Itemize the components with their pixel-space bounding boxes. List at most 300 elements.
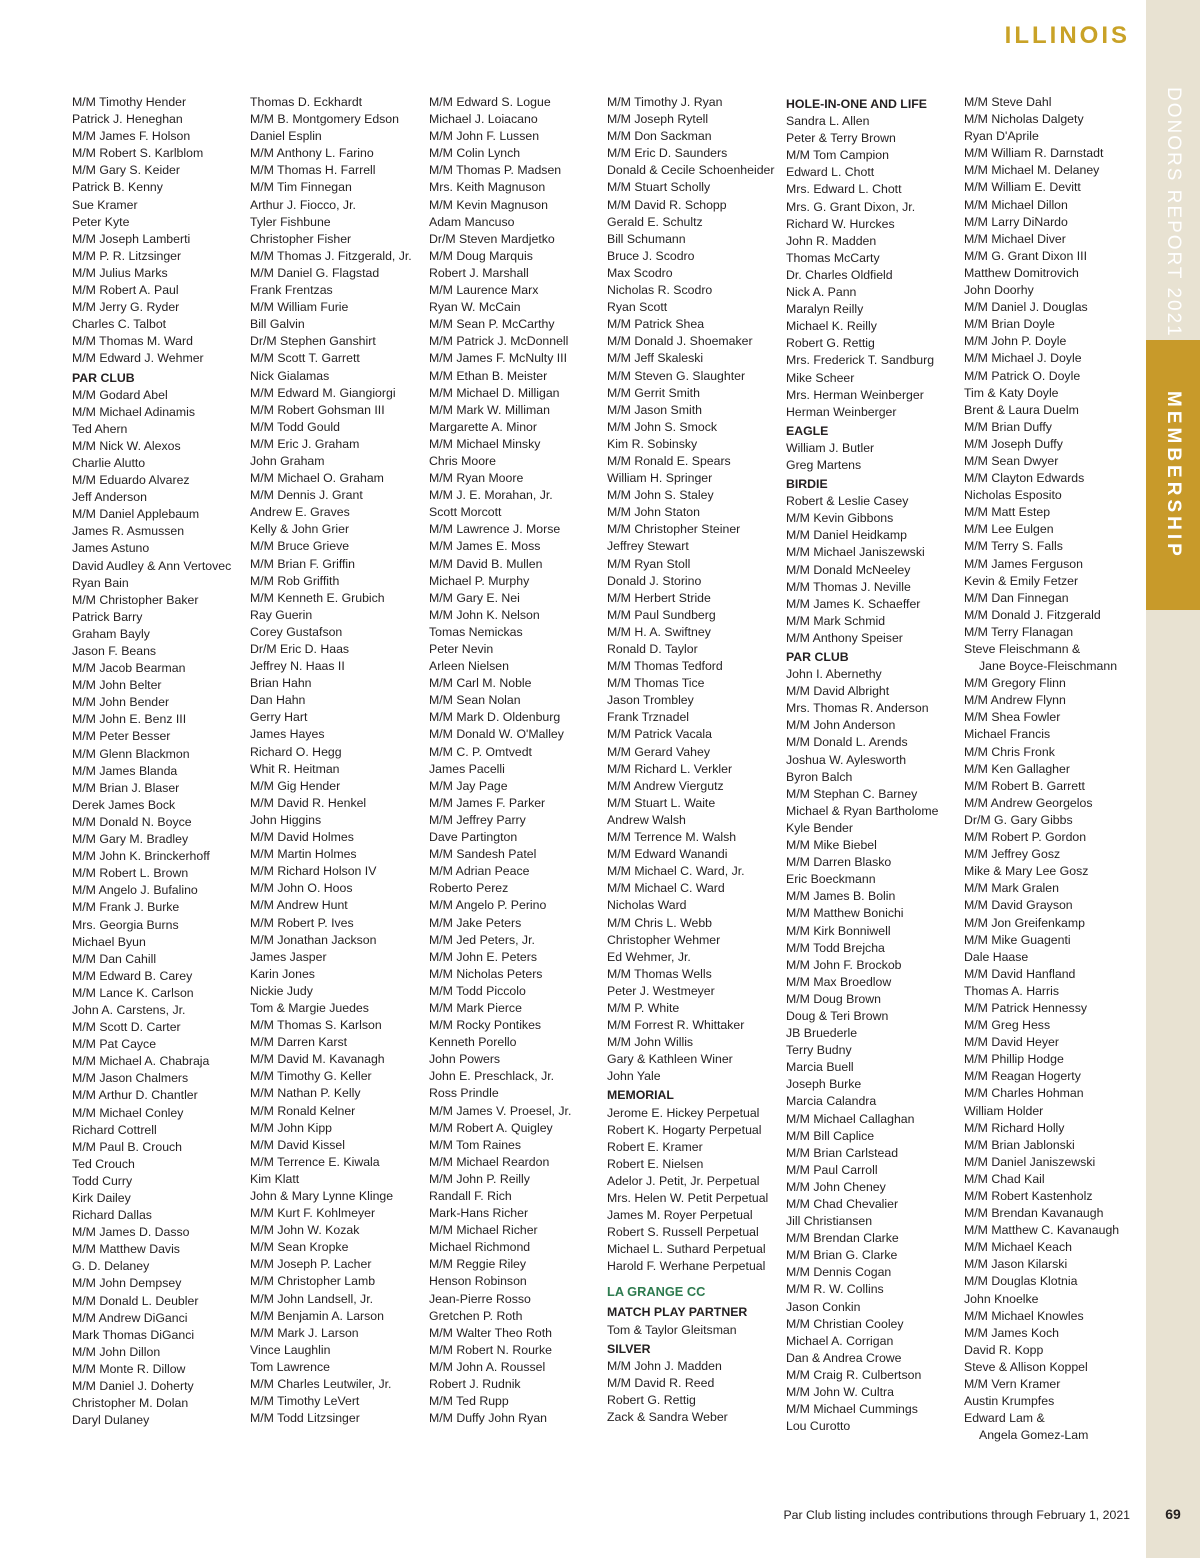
donor-name: M/M Monte R. Dillow xyxy=(72,1361,186,1376)
donor-name: Graham Bayly xyxy=(72,626,150,641)
donor-name: Austin Krumpfes xyxy=(964,1394,1055,1409)
donor-name: James Astuno xyxy=(72,541,150,556)
donor-name: M/M John Cheney xyxy=(786,1179,886,1194)
donor-name: M/M Nicholas Peters xyxy=(429,966,543,981)
donor-name: M/M Joseph Lamberti xyxy=(72,231,191,246)
donor-name: M/M James K. Schaeffer xyxy=(786,596,921,611)
donor-name: M/M Glenn Blackmon xyxy=(72,746,190,761)
donor-name: M/M P. R. Litzsinger xyxy=(72,248,182,263)
section-tab-membership xyxy=(1146,340,1200,610)
donor-name: M/M Timothy J. Ryan xyxy=(607,95,723,109)
donor-column-3 xyxy=(429,94,611,1427)
donor-name: M/M Mark D. Oldenburg xyxy=(429,710,561,725)
state-heading: ILLINOIS xyxy=(1004,22,1130,49)
donor-name: Scott Morcott xyxy=(429,505,502,520)
donor-name: Kirk Dailey xyxy=(72,1191,131,1205)
donor-name: M/M Robert P. Ives xyxy=(250,915,354,930)
donor-name: M/M Daniel J. Doherty xyxy=(72,1379,194,1394)
donor-name: M/M Don Sackman xyxy=(607,129,712,144)
donor-name: M/M Herbert Stride xyxy=(607,590,711,605)
donor-name: Gretchen P. Roth xyxy=(429,1308,523,1323)
donor-name: M/M Greg Hess xyxy=(964,1018,1051,1033)
donor-name: M/M Matthew Bonichi xyxy=(786,906,904,921)
donor-name: Matthew Domitrovich xyxy=(964,265,1079,280)
donor-name: M/M Darren Blasko xyxy=(786,855,892,870)
donor-name: M/M Nicholas Dalgety xyxy=(964,112,1084,127)
donor-name: M/M Michael C. Ward, Jr. xyxy=(607,864,745,879)
donor-name: M/M Eric J. Graham xyxy=(250,436,360,451)
donor-name: Jeff Anderson xyxy=(72,490,147,505)
donor-name: M/M Michael Callaghan xyxy=(786,1111,915,1126)
donor-name: Terry Budny xyxy=(786,1043,852,1058)
donor-name: William H. Springer xyxy=(607,471,713,486)
donor-name: M/M Julius Marks xyxy=(72,265,168,280)
donor-name: Steve & Allison Koppel xyxy=(964,1359,1088,1374)
donor-name: M/M Patrick Hennessy xyxy=(964,1000,1087,1015)
donor-name: M/M Timothy LeVert xyxy=(250,1394,360,1409)
donor-name: Chris Moore xyxy=(429,453,496,468)
donor-name: M/M Rob Griffith xyxy=(250,573,340,588)
donor-name: M/M Doug Marquis xyxy=(429,248,533,263)
donor-name: Richard Cottrell xyxy=(72,1122,157,1137)
donor-name: Peter J. Westmeyer xyxy=(607,983,715,998)
donor-name: JB Bruederle xyxy=(786,1026,858,1041)
donor-name: M/M James E. Moss xyxy=(429,539,541,554)
club-heading: LA GRANGE CC xyxy=(607,1284,706,1300)
donor-name: M/M Gary M. Bradley xyxy=(72,832,189,847)
donor-name: M/M Michael C. Ward xyxy=(607,881,725,896)
donor-name: M/M Gregory Flinn xyxy=(964,676,1066,691)
donor-name: M/M Donald L. Arends xyxy=(786,735,908,750)
donor-name: M/M Brian Carlstead xyxy=(786,1145,899,1160)
donor-name: M/M Doug Brown xyxy=(786,991,881,1006)
donor-name: Brian Hahn xyxy=(250,676,312,691)
donor-name: M/M Kirk Bonniwell xyxy=(786,923,891,938)
donor-name: Kim Klatt xyxy=(250,1171,300,1186)
donor-name: M/M John F. Lussen xyxy=(429,129,540,144)
donor-name: William J. Butler xyxy=(786,440,875,455)
donor-name: Dr/M Eric D. Haas xyxy=(250,642,350,656)
donor-name: M/M Donald L. Deubler xyxy=(72,1293,199,1308)
donor-name: M/M Donald W. O'Malley xyxy=(429,727,564,742)
donor-name: M/M Chad Chevalier xyxy=(786,1197,899,1211)
donor-name: G. D. Delaney xyxy=(72,1259,150,1274)
donor-name: Doug & Teri Brown xyxy=(786,1008,889,1023)
donor-name: M/M Nathan P. Kelly xyxy=(250,1086,361,1101)
donor-name: Ray Guerin xyxy=(250,607,313,622)
donor-name: Whit R. Heitman xyxy=(250,761,340,776)
donor-name: M/M John O. Hoos xyxy=(250,881,353,896)
donor-name: M/M Patrick O. Doyle xyxy=(964,368,1081,383)
donor-name: M/M Thomas Wells xyxy=(607,966,712,981)
donor-name: M/M William Furie xyxy=(250,300,349,315)
donor-name: M/M Kevin Magnuson xyxy=(429,197,548,212)
donor-name: Peter & Terry Brown xyxy=(786,131,896,146)
donor-name: Michael Byun xyxy=(72,934,146,949)
donor-name: John I. Abernethy xyxy=(786,667,882,682)
donor-name: M/M Sean Kropke xyxy=(250,1240,349,1255)
donor-name: Sandra L. Allen xyxy=(786,114,870,129)
donor-name: M/M J. E. Morahan, Jr. xyxy=(429,488,553,503)
donor-name: John Higgins xyxy=(250,812,322,827)
donor-name: Henson Robinson xyxy=(429,1274,527,1289)
donor-name: Todd Curry xyxy=(72,1173,133,1188)
donor-name: Daryl Dulaney xyxy=(72,1413,150,1428)
donor-name: Gary & Kathleen Winer xyxy=(607,1052,733,1067)
donor-name: Robert G. Rettig xyxy=(786,336,875,351)
donor-name: M/M William R. Darnstadt xyxy=(964,146,1104,161)
donor-name: M/M Daniel Janiszewski xyxy=(964,1154,1096,1169)
donor-name: M/M Pat Cayce xyxy=(72,1037,157,1052)
donor-name: M/M Mark Schmid xyxy=(786,613,886,628)
donor-name: M/M Anthony Speiser xyxy=(786,630,903,645)
donor-name: M/M David M. Kavanagh xyxy=(250,1052,385,1067)
donor-name: M/M Chris L. Webb xyxy=(607,915,713,930)
page-number: 69 xyxy=(1165,1506,1181,1522)
donor-name: M/M David R. Reed xyxy=(607,1375,715,1390)
donor-name: M/M Edward J. Wehmer xyxy=(72,351,204,366)
donor-name: Gerry Hart xyxy=(250,710,308,725)
donor-name: M/M Tom Raines xyxy=(429,1137,522,1152)
donor-name: M/M Matthew Davis xyxy=(72,1242,180,1257)
donor-name: M/M Steven G. Slaughter xyxy=(607,368,746,383)
donor-name: M/M Daniel G. Flagstad xyxy=(250,265,380,280)
donor-name: Steve Fleischmann & xyxy=(964,642,1081,656)
donor-name: M/M Sean Dwyer xyxy=(964,453,1059,468)
donor-name: M/M Thomas S. Karlson xyxy=(250,1018,382,1033)
donor-name: Mrs. Herman Weinberger xyxy=(786,387,924,402)
donor-column-2 xyxy=(250,94,432,1427)
donor-name: Byron Balch xyxy=(786,769,853,784)
donor-name: Ryan Bain xyxy=(72,575,129,590)
donor-name: Peter Kyte xyxy=(72,214,130,229)
donor-name: M/M Tim Finnegan xyxy=(250,180,352,195)
donor-name: M/M John Kipp xyxy=(250,1120,333,1135)
donor-name: Robert S. Russell Perpetual xyxy=(607,1225,759,1240)
donor-name: M/M James V. Proesel, Jr. xyxy=(429,1103,572,1118)
donor-name: John Powers xyxy=(429,1052,501,1067)
donor-name: M/M Gerard Vahey xyxy=(607,744,710,759)
donor-name: Ryan D'Aprile xyxy=(964,129,1039,144)
donor-name: M/M Jake Peters xyxy=(429,915,522,930)
donor-name: Max Scodro xyxy=(607,265,673,280)
donor-name: Patrick Barry xyxy=(72,609,143,624)
donor-name: Dr/M Steven Mardjetko xyxy=(429,231,555,246)
donor-name: M/M Scott T. Garrett xyxy=(250,351,360,366)
donor-name: M/M Michael M. Delaney xyxy=(964,163,1100,178)
donor-name: Vince Laughlin xyxy=(250,1342,331,1357)
donor-name: M/M Matt Estep xyxy=(964,505,1051,520)
donor-name: M/M Charles Leutwiler, Jr. xyxy=(250,1377,392,1392)
donor-name: Richard O. Hegg xyxy=(250,744,342,759)
donor-name: Michael J. Loiacano xyxy=(429,112,538,127)
donor-name: M/M Max Broedlow xyxy=(786,974,892,989)
donor-name: M/M Ken Gallagher xyxy=(964,761,1070,776)
donor-name: M/M Phillip Hodge xyxy=(964,1052,1064,1067)
donor-name: Mark-Hans Richer xyxy=(429,1206,529,1221)
donor-name: M/M David Holmes xyxy=(250,830,354,845)
donor-name: Nick Gialamas xyxy=(250,368,330,383)
donor-name: Robert E. Kramer xyxy=(607,1139,703,1154)
donor-name: M/M Donald N. Boyce xyxy=(72,814,192,829)
donor-name: Ted Ahern xyxy=(72,421,128,436)
section-heading: PAR CLUB xyxy=(786,650,849,664)
donor-name: M/M Gig Hender xyxy=(250,778,341,793)
donor-name: Tom & Margie Juedes xyxy=(250,1000,369,1015)
donor-name: M/M John K. Nelson xyxy=(429,607,540,622)
donor-name: Michael Francis xyxy=(964,727,1051,742)
donor-name: Jason Trombley xyxy=(607,693,694,708)
donor-name: M/M Christian Cooley xyxy=(786,1316,904,1331)
donor-name: Jerome E. Hickey Perpetual xyxy=(607,1105,760,1120)
donor-name: M/M David Heyer xyxy=(964,1035,1059,1050)
donor-name: Edward L. Chott xyxy=(786,165,875,180)
donor-name: Greg Martens xyxy=(786,457,862,472)
donor-name: M/M Andrew Georgelos xyxy=(964,795,1093,810)
donor-name: M/M Daniel Heidkamp xyxy=(786,528,907,543)
donor-name: Zack & Sandra Weber xyxy=(607,1410,728,1425)
donor-name: M/M Vern Kramer xyxy=(964,1377,1061,1392)
donor-name: M/M John W. Cultra xyxy=(786,1385,894,1400)
donor-name: M/M Sean P. McCarthy xyxy=(429,317,555,332)
donor-name: M/M Richard L. Verkler xyxy=(607,761,733,776)
donor-name: M/M Martin Holmes xyxy=(250,847,357,862)
donor-name: M/M Charles Hohman xyxy=(964,1086,1084,1101)
donor-name: M/M Joseph P. Lacher xyxy=(250,1257,372,1272)
donor-name: Robert & Leslie Casey xyxy=(786,494,909,509)
donor-name: Arthur J. Fiocco, Jr. xyxy=(250,197,356,212)
donor-name: M/M G. Grant Dixon III xyxy=(964,248,1087,263)
donor-name: M/M James D. Dasso xyxy=(72,1225,190,1240)
donor-name: M/M David B. Mullen xyxy=(429,556,543,571)
donor-name: M/M Ronald E. Spears xyxy=(607,453,731,468)
donor-name: M/M Ryan Moore xyxy=(429,471,524,486)
donor-name: M/M Rocky Pontikes xyxy=(429,1018,542,1033)
donor-name: M/M Jason Kilarski xyxy=(964,1257,1068,1272)
donor-name: M/M James Blanda xyxy=(72,763,178,778)
donor-name: Jeffrey Stewart xyxy=(607,539,689,554)
donor-name: Mark Thomas DiGanci xyxy=(72,1327,195,1342)
donor-name: Dan Hahn xyxy=(250,693,306,708)
donor-name: M/M Sean Nolan xyxy=(429,693,521,708)
donor-name: M/M John Bender xyxy=(72,695,170,710)
donor-name: Patrick J. Heneghan xyxy=(72,112,183,127)
donor-name: M/M Mike Biebel xyxy=(786,838,877,853)
donor-name: M/M Jason Chalmers xyxy=(72,1071,189,1086)
donor-name: M/M Mark Pierce xyxy=(429,1000,522,1015)
donor-name: M/M Tom Campion xyxy=(786,148,889,163)
section-heading: SILVER xyxy=(607,1341,651,1356)
donor-name: Corey Gustafson xyxy=(250,624,343,639)
donor-name: M/M David Grayson xyxy=(964,898,1073,913)
donor-name: M/M Walter Theo Roth xyxy=(429,1325,553,1340)
donor-name: M/M James F. McNulty III xyxy=(429,351,568,366)
donor-name: M/M John F. Brockob xyxy=(786,957,902,972)
donor-name: M/M Edward Wanandi xyxy=(607,847,728,862)
donor-name: Bruce J. Scodro xyxy=(607,248,695,263)
donor-name: M/M Nick W. Alexos xyxy=(72,438,181,453)
donor-name: M/M Robert L. Brown xyxy=(72,866,189,881)
donor-name: Jane Boyce-Fleischmann xyxy=(979,659,1118,674)
donor-name: M/M Sandesh Patel xyxy=(429,847,537,862)
donor-name: M/M Robert S. Karlblom xyxy=(72,146,204,161)
donor-name: Dr. Charles Oldfield xyxy=(786,267,893,282)
donor-name: M/M Robert A. Paul xyxy=(72,283,179,298)
donor-name: M/M Michael Dillon xyxy=(964,197,1068,212)
donor-name: M/M Todd Brejcha xyxy=(786,940,885,955)
donor-name: Donald J. Storino xyxy=(607,573,702,588)
donor-name: M/M Michael Minsky xyxy=(429,436,541,451)
donor-name: M/M John S. Staley xyxy=(607,488,714,503)
donor-name: M/M Michael Adinamis xyxy=(72,404,196,419)
donor-name: M/M Scott D. Carter xyxy=(72,1020,181,1035)
donor-name: Bill Schumann xyxy=(607,231,686,246)
donor-name: M/M James F. Holson xyxy=(72,129,191,144)
section-heading: MATCH PLAY PARTNER xyxy=(607,1305,748,1320)
donor-name: M/M B. Montgomery Edson xyxy=(250,112,399,127)
donor-name: M/M Mike Guagenti xyxy=(964,932,1071,947)
donor-name: M/M Michael J. Doyle xyxy=(964,351,1082,366)
donor-name: M/M Bruce Grieve xyxy=(250,539,350,554)
donor-name: Christopher Fisher xyxy=(250,231,352,246)
donor-name: Frank Frentzas xyxy=(250,283,333,298)
donor-name: M/M Donald J. Shoemaker xyxy=(607,334,753,349)
donor-name: M/M James Koch xyxy=(964,1325,1059,1340)
donor-name: Robert E. Nielsen xyxy=(607,1156,704,1171)
donor-name: M/M Timothy Hender xyxy=(72,95,187,109)
donor-name: M/M Colin Lynch xyxy=(429,146,521,161)
donor-name: M/M Shea Fowler xyxy=(964,710,1061,725)
donor-name: Mrs. Keith Magnuson xyxy=(429,180,546,195)
donor-name: M/M Daniel Applebaum xyxy=(72,507,200,522)
donor-name: M/M Kevin Gibbons xyxy=(786,511,894,526)
donor-name: Ryan Scott xyxy=(607,300,668,315)
donor-name: M/M Michael A. Chabraja xyxy=(72,1054,210,1069)
donor-name: Michael & Ryan Bartholome xyxy=(786,803,939,818)
donor-name: M/M Anthony L. Farino xyxy=(250,146,374,161)
donor-name: M/M David R. Henkel xyxy=(250,795,367,810)
donor-name: M/M Eduardo Alvarez xyxy=(72,473,190,488)
donor-name: M/M Jon Greifenkamp xyxy=(964,915,1085,930)
donor-name: M/M William E. Devitt xyxy=(964,180,1081,195)
donor-name: Richard W. Hurckes xyxy=(786,216,895,231)
donor-name: M/M John P. Reilly xyxy=(429,1171,530,1186)
section-heading: BIRDIE xyxy=(786,477,828,492)
donor-name: M/M John Staton xyxy=(607,505,700,520)
donor-name: Nicholas Esposito xyxy=(964,488,1062,503)
donor-name: M/M Jacob Bearman xyxy=(72,661,186,676)
donor-name: M/M Brian Duffy xyxy=(964,419,1052,434)
donor-name: Mike & Mary Lee Gosz xyxy=(964,864,1089,879)
donor-name: M/M Robert Gohsman III xyxy=(250,402,385,417)
donor-name: M/M Steve Dahl xyxy=(964,95,1052,109)
donor-name: John Knoelke xyxy=(964,1291,1039,1306)
donor-name: M/M Brian Doyle xyxy=(964,317,1055,332)
donor-name: M/M John Anderson xyxy=(786,718,896,733)
donor-name: M/M Bill Caplice xyxy=(786,1128,875,1143)
donor-name: M/M Frank J. Burke xyxy=(72,900,180,915)
donor-name: James R. Asmussen xyxy=(72,524,185,539)
donor-name: Ronald D. Taylor xyxy=(607,642,698,656)
donor-name: Angela Gomez-Lam xyxy=(979,1428,1089,1443)
donor-name: Tim & Katy Doyle xyxy=(964,385,1059,400)
donor-name: M/M Michael Reardon xyxy=(429,1154,550,1169)
donor-name: M/M Jeffrey Parry xyxy=(429,812,526,827)
donor-name: Tom & Taylor Gleitsman xyxy=(607,1322,737,1337)
donor-name: M/M Michael Diver xyxy=(964,231,1066,246)
donor-name: James Jasper xyxy=(250,949,327,964)
donor-name: M/M Michael Cummings xyxy=(786,1402,918,1417)
donor-name: Charles C. Talbot xyxy=(72,317,167,332)
donor-name: M/M Michael Richer xyxy=(429,1223,538,1238)
donor-name: David R. Kopp xyxy=(964,1342,1044,1357)
donor-name: M/M Andrew Flynn xyxy=(964,693,1066,708)
donor-name: M/M Thomas J. Neville xyxy=(786,579,911,594)
donor-name: Karin Jones xyxy=(250,966,315,981)
donor-name: M/M Gary S. Keider xyxy=(72,163,180,178)
donor-name: M/M Patrick Vacala xyxy=(607,727,713,742)
donor-name: M/M John A. Roussel xyxy=(429,1359,546,1374)
donor-name: M/M Matthew C. Kavanaugh xyxy=(964,1223,1120,1238)
donor-name: M/M Andrew DiGanci xyxy=(72,1310,188,1325)
donor-name: Thomas D. Eckhardt xyxy=(250,95,363,109)
donor-name: M/M Todd Gould xyxy=(250,419,340,434)
donor-name: M/M Robert A. Quigley xyxy=(429,1120,553,1135)
donor-name: M/M Darren Karst xyxy=(250,1035,348,1050)
donor-name: M/M Brendan Clarke xyxy=(786,1231,899,1246)
donor-name: M/M Robert N. Rourke xyxy=(429,1342,552,1357)
donor-name: M/M Terrence M. Walsh xyxy=(607,830,737,845)
donor-name: Tyler Fishbune xyxy=(250,214,331,229)
donor-name: Robert J. Marshall xyxy=(429,265,529,280)
donor-name: Michael L. Suthard Perpetual xyxy=(607,1242,766,1257)
section-heading: EAGLE xyxy=(786,423,829,438)
donor-name: M/M Paul B. Crouch xyxy=(72,1139,183,1154)
donor-name: M/M Andrew Hunt xyxy=(250,898,348,913)
donor-name: M/M Eric D. Saunders xyxy=(607,146,728,161)
section-heading: PAR CLUB xyxy=(72,370,135,385)
donor-name: Donald & Cecile Schoenheider xyxy=(607,163,775,178)
donor-name: M/M Brendan Kavanaugh xyxy=(964,1206,1104,1221)
donor-name: M/M Thomas Tedford xyxy=(607,659,723,674)
donor-name: Derek James Bock xyxy=(72,797,176,812)
donor-name: Joshua W. Aylesworth xyxy=(786,752,907,767)
donor-name: M/M Robert P. Gordon xyxy=(964,830,1087,845)
donor-name: M/M Forrest R. Whittaker xyxy=(607,1018,745,1033)
donor-name: Dan & Andrea Crowe xyxy=(786,1350,902,1365)
donor-name: M/M Chris Fronk xyxy=(964,744,1055,759)
donor-name: William Holder xyxy=(964,1103,1044,1118)
donor-name: M/M Laurence Marx xyxy=(429,283,539,298)
donor-name: M/M Andrew Viergutz xyxy=(607,778,724,793)
donor-name: Sue Kramer xyxy=(72,197,138,212)
donor-name: M/M Paul Sundberg xyxy=(607,607,716,622)
donor-name: Frank Trznadel xyxy=(607,710,690,725)
donor-name: Jean-Pierre Rosso xyxy=(429,1291,531,1306)
donor-name: Nicholas R. Scodro xyxy=(607,283,713,298)
donor-name: M/M Kurt F. Kohlmeyer xyxy=(250,1206,376,1221)
donor-name: M/M Chad Kail xyxy=(964,1171,1045,1186)
donor-name: M/M David Kissel xyxy=(250,1137,345,1152)
donor-name: Gerald E. Schultz xyxy=(607,214,703,229)
donor-name: M/M Jeffrey Gosz xyxy=(964,847,1061,862)
donor-name: M/M Christopher Baker xyxy=(72,592,199,607)
donor-name: M/M Mark J. Larson xyxy=(250,1325,359,1340)
donor-name: M/M John Dempsey xyxy=(72,1276,182,1291)
donor-name: M/M Todd Piccolo xyxy=(429,983,526,998)
donor-name: M/M John Willis xyxy=(607,1035,694,1050)
donor-name: Joseph Burke xyxy=(786,1077,862,1092)
